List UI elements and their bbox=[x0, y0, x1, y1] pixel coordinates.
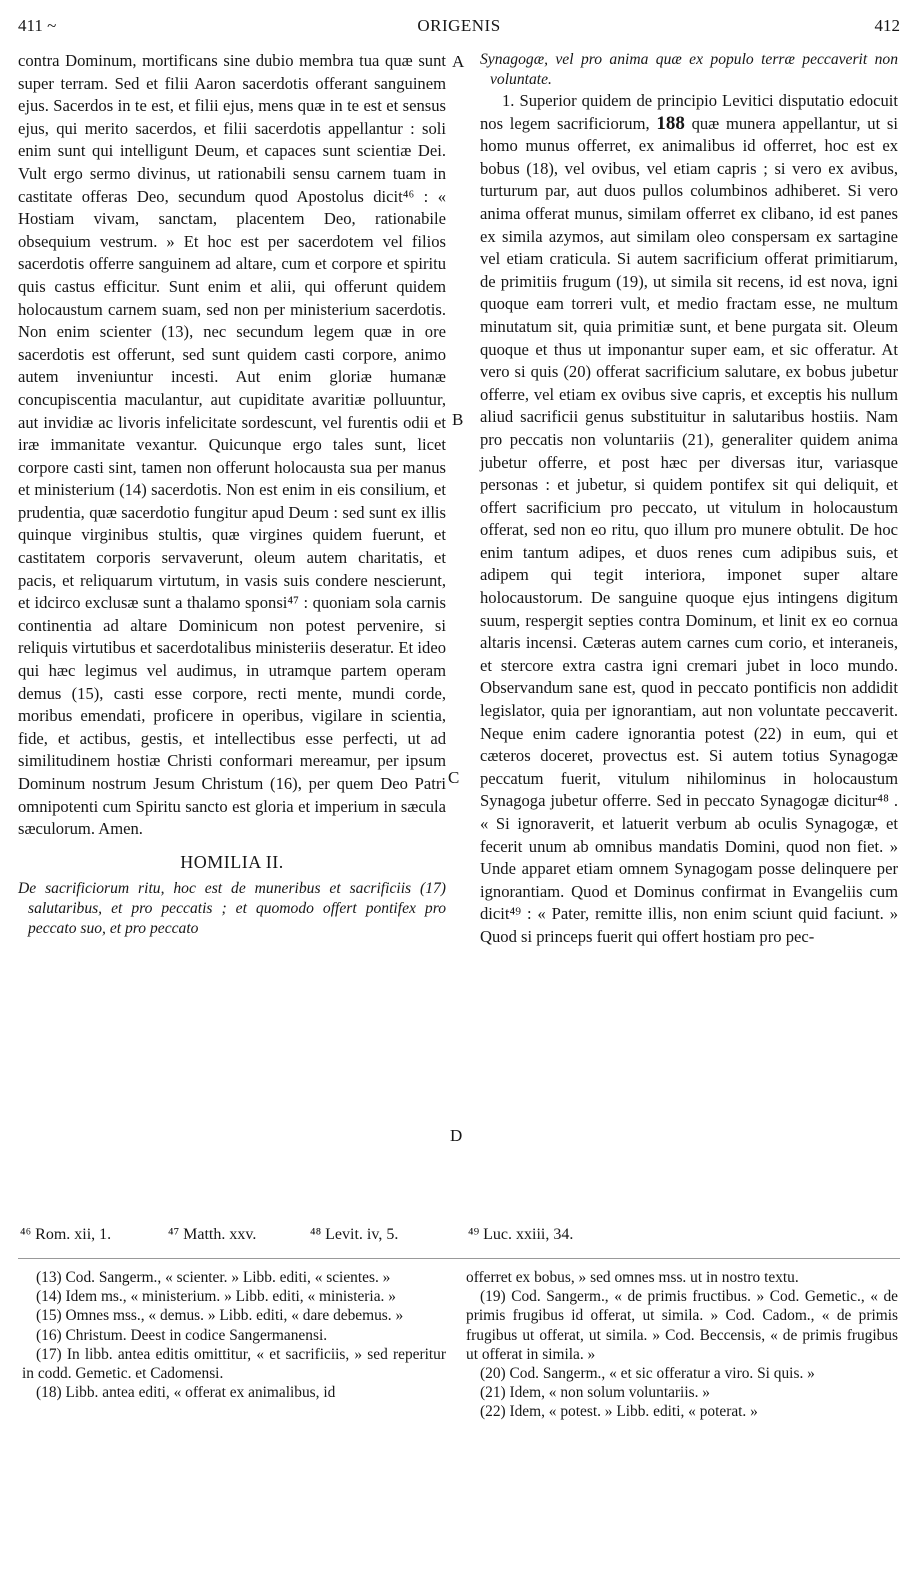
reference-49: ⁴⁹ Luc. xxiii, 34. bbox=[468, 1226, 574, 1243]
left-column bbox=[18, 50, 446, 939]
reference-48: ⁴⁸ Levit. iv, 5. bbox=[310, 1226, 399, 1243]
homily-summary: De sacrificiorum ritu, hoc est de muneribus et sacrificiis (17) salutaribus, et pro peccatis ; et quomodo offert pontifex pro peccato suo, et pro peccato bbox=[18, 880, 446, 938]
footnote-21: (21) Idem, « non solum voluntariis. » bbox=[480, 1384, 710, 1402]
footnote-14: (14) Idem ms., « ministerium. » Libb. editi, « ministeria. » bbox=[36, 1288, 396, 1306]
footnote-18: (18) Libb. antea editi, « offerat ex animalibus, id bbox=[36, 1384, 336, 1402]
margin-letter-b: B bbox=[452, 410, 464, 429]
reference-47: ⁴⁷ Matth. xxv. bbox=[168, 1226, 257, 1243]
footnote-22: (22) Idem, « potest. » Libb. editi, « poterat. » bbox=[480, 1403, 758, 1421]
column-number: 188 bbox=[656, 112, 685, 134]
margin-letter-c: C bbox=[448, 768, 460, 787]
footnote-18-continuation: offerret ex bobus, » sed omnes mss. ut in nostro textu. bbox=[466, 1269, 799, 1286]
paragraph-text-b: quæ munera appellantur, ut si homo munus offerret, ex animalibus id offerret, hoc est ex bobus (18), vel ovibus, vel etiam capris ; si vero ex avibus, turturum par, aut duos pullos columbinos adhiberet. Si vero anima offerat munus, similam offerret ex clibano, id est panes ex simila azymos, aut similam oleo conspersam ex sartagine vel etiam craticula. Si autem sacrificium offerat primitiarum, de primitiis frugum (19), ut simila sit recens, id est nova, igni quoque eam torreri vult, et medio fractam esse, ne multum minutatum sit, quia primitiæ sunt, et bene purgata sit. Oleum quoque et thus ut imponantur super eam, et sic offeratur. At vero si quis (20) offerat sacrificium salutare, ex bobus jubetur offerre, vel etiam ex ovibus sive capris, et exceptis his nullum aliud sacrificii genus substituitur in salutaribus hostiis. Nam pro peccatis non voluntariis (21), generaliter quidem anima jubetur offerre, et post hæc per diversas itur, variasque personas : et jubetur, si quidem pontifex sit qui deliquit, et offert sacrificium pro peccato, ut vitulum in holocaustum offerat, sed non eo ritu, quo illum pro munere obtulit. De hoc enim tantum adipes, et duos renes cum adipibus suis, et adipem qui tegit interiora, imponet super altare holocaustorum. De sanguine quoque ejus intingens digitum suum, respergit septies contra Dominum, et linit ex eo cornua altaris incensi. Cæteras autem carnes cum corio, et interaneis, et stercore extra castra igni cremari jubet in loco mundo. Observandum sane est, quod in peccato pontificis non addidit legislator, quia per ignorantiam, aut non voluntate peccaverit. Neque enim cadere ignorantia potest (22) in eum, qui et cæteros doceret, provectus est. Si autem totius Synagogæ peccatum fuerit, vitulum nihilominus in holocaustum Synagoga jubetur offerre. Sed in peccato Synagogæ dicitur⁴⁸ . « Si ignoraverit, et latuerit verbum ab oculis Synagogæ, et fecerit unum ab omnibus mandatis Domini, quod non fiet. » Unde apparet etiam omnem Synagogam posse delinquere per ignorantiam. Quod et Dominus confirmat in Evangeliis cum dicit⁴⁹ : « Pater, remitte illis, non enim sciunt quid faciunt. » Quod si princeps fuerit qui offert hostiam pro pec- bbox=[480, 113, 898, 946]
paragraph-text-a: Superior quidem de principio Levitici disputatio edocuit nos legem sacrificiorum, bbox=[480, 91, 898, 133]
homily-title: HOMILIA II. bbox=[180, 851, 284, 872]
footnote-15: (15) Omnes mss., « demus. » Libb. editi, « dare debemus. » bbox=[36, 1307, 404, 1325]
footnote-20: (20) Cod. Sangerm., « et sic offeratur a viro. Si quis. » bbox=[480, 1365, 815, 1383]
footnotes-right bbox=[466, 1268, 898, 1422]
margin-letter-a: A bbox=[452, 52, 465, 71]
margin-letter-d: D bbox=[450, 1126, 463, 1145]
paragraph-number: 1. bbox=[502, 91, 515, 110]
running-header bbox=[18, 16, 900, 42]
page-number-right: 412 bbox=[874, 16, 900, 35]
footnote-17: (17) In libb. antea editis omittitur, « et sacrificiis, » sed reperitur in codd. Gemetic. et Cadomensi. bbox=[22, 1345, 446, 1383]
running-title: ORIGENIS bbox=[417, 16, 501, 35]
footnotes-left bbox=[22, 1268, 446, 1402]
reference-46: ⁴⁶ Rom. xii, 1. bbox=[20, 1226, 112, 1243]
footnote-divider bbox=[18, 1258, 900, 1259]
right-column bbox=[480, 50, 898, 949]
footnote-19: (19) Cod. Sangerm., « de primis fructibus. » Cod. Gemetic., « de primis frugibus id offerat, ut simila. » Cod. Cadom., « de primis frugibus ut offerat, ut simila. » Cod. Beccensis, « de primis frugibus ut offerat in simila. » bbox=[466, 1288, 898, 1363]
right-paragraph bbox=[480, 90, 898, 949]
footnote-16: (16) Christum. Deest in codice Sangermanensi. bbox=[36, 1326, 328, 1344]
page-number-left: 411 ~ bbox=[18, 16, 57, 35]
summary-continuation: Synagogæ, vel pro anima quæ ex populo terræ peccaverit non voluntate. bbox=[480, 51, 898, 88]
footnote-13: (13) Cod. Sangerm., « scienter. » Libb. editi, « scientes. » bbox=[36, 1269, 391, 1286]
scripture-references bbox=[20, 1226, 900, 1248]
left-paragraph: contra Dominum, mortificans sine dubio membra tua quæ sunt super terram. Sed et filii Aaron sacerdotis offerant sanguinem ejus. Sacerdos in te est, et filii ejus, mens quæ in te est et sensus ejus, qui merito sacerdos, et filii sacerdotis appellantur : soli enim sunt qui intelligunt Deum, et capaces sunt scientiæ Dei. Vult ergo sermo divinus, ut rationabili sensu carnem tuam in castitate offeras Deo, secundum quod Apostolus dicit⁴⁶ : « Hostiam vivam, sanctam, placentem Deo, rationabile obsequium vestrum. » Et hoc est per sacerdotem vel filios sacerdotis offerre sanguinem ad altare, cum et corpore et spiritu quis castus efficitur. Sunt enim et alii, qui offerunt quidem holocaustum carnem suam, sed non per ministerium sacerdotis. Non enim scienter (13), nec secundum legem quæ in ore sacerdotis est offerunt, sed sunt quidem casti corpore, animo autem inveniuntur incesti. Aut enim gloriæ humanæ concupiscentia maculantur, aut cupiditate avaritiæ polluuntur, aut invidiæ ac livoris infelicitate sordescunt, vel furentis odii et iræ immanitate vexantur. Quicunque ergo tales sunt, licet corpore casti sint, tamen non offerunt holocausta sua per manus et ministerium (14) sacerdotis. Non est enim in eis consilium, et prudentia, quæ sacerdotio fungitur apud Deum : sed sunt ex illis quinque virginibus stultis, quæ virgines quidem fuerunt, et castitatem corporis servaverunt, oleum autem charitatis, et pacis, et reliquarum virtutum, in vasis suis condere nescierunt, et idcirco exclusæ sunt a thalamo sponsi⁴⁷ : quoniam sola carnis continentia ad altare Dominicum non potest pervenire, si reliquis virtutibus et sacerdotalibus ministeriis deseratur. Et ideo qui hæc legimus vel audimus, in utramque partem operam demus (15), casti esse corpore, recti mente, mundi corde, moribus emendati, proficere in operibus, vigilare in scientia, fide, et actibus, gestis, et intellectibus esse perfecti, ut ad similitudinem hostiæ Christi conformari mereamur, per ipsum Dominum nostrum Jesum Christum (16), per quem Deo Patri omnipotenti cum Spiritu sancto est gloria et imperium in sæcula sæculorum. Amen. bbox=[18, 51, 446, 839]
